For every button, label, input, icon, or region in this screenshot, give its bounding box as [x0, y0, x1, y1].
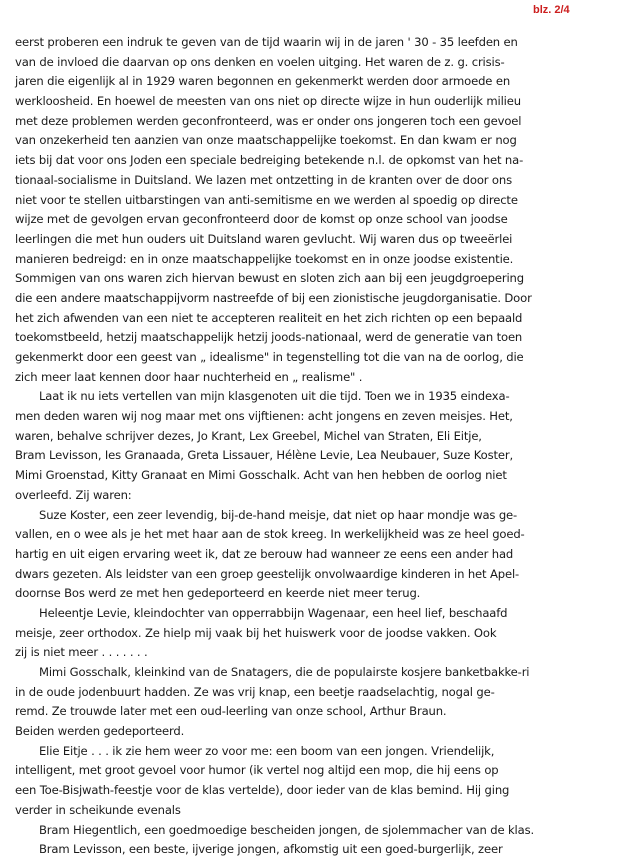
- text-line: in de oude jodenbuurt hadden. Ze was vrij knap, een beetje raadselachtig, nogal ge-: [15, 684, 495, 699]
- text-line: een Toe-Bisjwath-feestje voor de klas vertelde), door ieder van de klas bemind. Hij ging: [15, 783, 510, 798]
- text-line: doornse Bos werd ze met hen gedeporteerd en keerde niet meer terug.: [15, 586, 421, 601]
- text-line: van onzekerheid ten aanzien van onze maatschappelijke toekomst. En dan kwam er nog: [15, 133, 517, 148]
- text-line: men deden waren wij nog maar met ons vijftienen: acht jongens en zeven meisjes. Het,: [15, 409, 513, 424]
- text-line: remd. Ze trouwde later met een oud-leerling van onze school, Arthur Braun.: [15, 704, 447, 719]
- text-line: wijze met de gevolgen ervan geconfronteerd door de komst op onze school van joodse: [15, 212, 508, 227]
- text-line: van de invloed die daarvan op ons denken en voelen uitging. Het waren de z. g. crisis-: [15, 54, 505, 69]
- text-line: met deze problemen werden geconfronteerd, was er onder ons jongeren toch een gevoel: [15, 113, 522, 128]
- text-line: Heleentje Levie, kleindochter van opperrabbijn Wagenaar, een heel lief, beschaafd: [39, 605, 508, 620]
- text-line: zij is niet meer . . . . . . .: [15, 645, 148, 660]
- text-line: tionaal-socialisme in Duitsland. We lazen met ontzetting in de kranten over de door ons: [15, 172, 512, 187]
- text-line: intelligent, met groot gevoel voor humor (ik vertel nog altijd een mop, die hij eens op: [15, 763, 499, 778]
- text-line: jaren die eigenlijk al in 1929 waren begonnen en gekenmerkt werden door armoede en: [15, 74, 511, 89]
- text-line: Laat ik nu iets vertellen van mijn klasgenoten uit die tijd. Toen we in 1935 eindexa-: [39, 389, 510, 404]
- text-line: Mimi Groenstad, Kitty Granaat en Mimi Gosschalk. Acht van hen hebben de oorlog niet: [15, 468, 507, 483]
- text-line: Sommigen van ons waren zich hiervan bewust en sloten zich aan bij een jeugdgroepering: [15, 271, 524, 286]
- text-line: waren, behalve schrijver dezes, Jo Krant, Lex Greebel, Michel van Straten, Eli Eitje,: [15, 428, 482, 443]
- text-line: Bram Levisson, een beste, ijverige jongen, afkomstig uit een goed-burgerlijk, zeer: [39, 842, 503, 857]
- text-line: verder in scheikunde evenals: [15, 802, 181, 817]
- text-line: Bram Hiegentlich, een goedmoedige bescheiden jongen, de sjolemmacher van de klas.: [39, 822, 535, 837]
- text-line: vallen, en o wee als je het met haar aan de stok kreeg. In werkelijkheid was ze heel goed-: [15, 527, 525, 542]
- text-line: overleefd. Zij waren:: [15, 487, 132, 502]
- body-text: [0, 33, 620, 860]
- text-line: Beiden werden gedeporteerd.: [15, 724, 185, 739]
- text-line: gekenmerkt door een geest van „ idealisme" in tegenstelling tot die van na de oorlog, die: [15, 350, 524, 364]
- text-line: hartig en uit eigen ervaring weet ik, dat ze berouw had wanneer ze eens een ander had: [15, 546, 514, 561]
- text-line: iets bij dat voor ons Joden een speciale bedreiging betekende n.l. de opkomst van het na-: [15, 153, 524, 168]
- text-line: dwars gezeten. Als leidster van een groep geestelijk onvolwaardige kinderen in het Apel-: [15, 566, 520, 581]
- text-line: Elie Eitje . . . ik zie hem weer zo voor me: een boom van een jongen. Vriendelijk,: [39, 743, 495, 758]
- text-line: leerlingen die met hun ouders uit Duitsland waren gevlucht. Wij waren dus op tweeërlei: [15, 231, 513, 246]
- text-line: toekomstbeeld, hetzij maatschappelijk hetzij joods-nationaal, werd de generatie van toen: [15, 330, 523, 345]
- text-line: niet voor te stellen uitbarstingen van anti-semitisme en we werden al spoedig op directe: [15, 192, 518, 207]
- text-line: Suze Koster, een zeer levendig, bij-de-hand meisje, dat niet op haar mondje was ge-: [39, 507, 518, 522]
- text-line: zich meer laat kennen door haar nuchterheid en „ realisme" .: [15, 369, 363, 384]
- text-line: werkloosheid. En hoewel de meesten van ons niet op directe wijze in hun ouderlijk milieu: [15, 94, 521, 109]
- page-number: blz. 2/4: [533, 4, 570, 16]
- text-line: manieren bedreigd: en in onze maatschappelijke toekomst en in onze joodse existentie.: [15, 251, 514, 266]
- text-line: meisje, zeer orthodox. Ze hielp mij vaak bij het huiswerk voor de joodse vakken. Ook: [15, 625, 497, 640]
- text-line: eerst proberen een indruk te geven van de tijd waarin wij in de jaren ' 30 - 35 leefden en: [15, 35, 518, 49]
- text-line: het zich afwenden van een niet te accepteren realiteit en het zich richten op een bepaald: [15, 310, 523, 325]
- text-line: die een andere maatschappijvorm nastreefde of bij een zionistische jeugdorganisatie. Door: [15, 290, 532, 305]
- text-line: Mimi Gosschalk, kleinkind van de Snatagers, die de populairste kosjere banketbakke-ri: [39, 665, 530, 679]
- text-line: Bram Levisson, Ies Granaada, Greta Lissauer, Hélène Levie, Lea Neubauer, Suze Koster,: [15, 448, 514, 463]
